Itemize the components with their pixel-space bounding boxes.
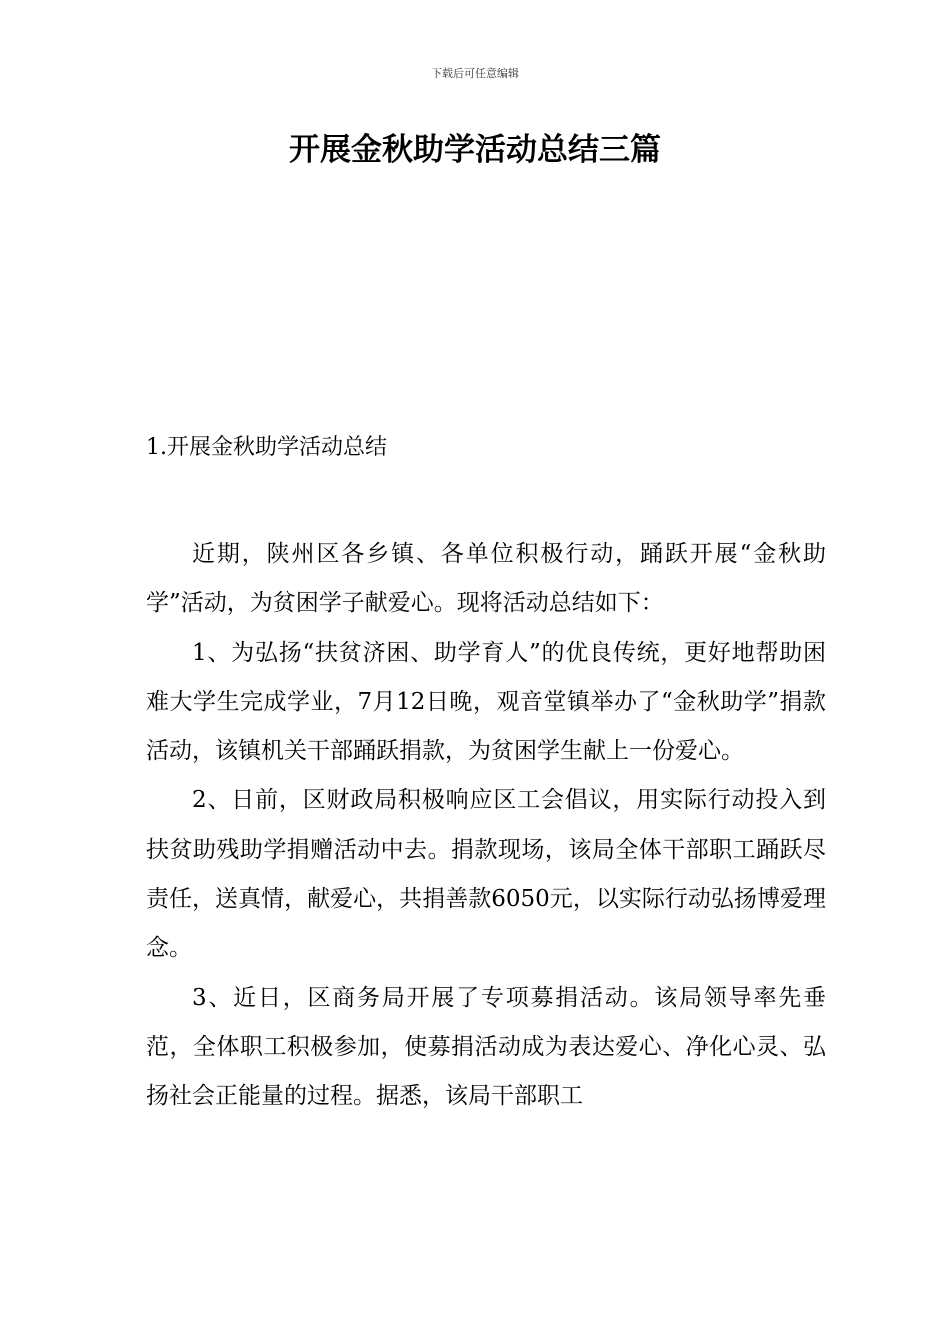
paragraph-item-1: 1、为弘扬“扶贫济困、助学育人”的优良传统，更好地帮助困难大学生完成学业，7月12日晚，观音堂镇举办了“金秋助学”捐款活动，该镇机关干部踊跃捐款，为贫困学生献上一份爱心。 — [146, 639, 826, 765]
document-title: 开展金秋助学活动总结三篇 — [289, 132, 661, 168]
document-body — [146, 530, 826, 1122]
paragraph-item-3: 3、近日，区商务局开展了专项募捐活动。该局领导率先垂范，全体职工积极参加，使募捐活动成为表达爱心、净化心灵、弘扬社会正能量的过程。据悉，该局干部职工 — [146, 984, 826, 1110]
paragraph-intro: 近期，陕州区各乡镇、各单位积极行动，踊跃开展“金秋助学”活动，为贫困学子献爱心。现将活动总结如下： — [146, 541, 826, 617]
section-heading: 1.开展金秋助学活动总结 — [146, 435, 387, 460]
paragraph-item-2: 2、日前，区财政局积极响应区工会倡议，用实际行动投入到扶贫助残助学捐赠活动中去。捐款现场，该局全体干部职工踊跃尽责任，送真情，献爱心，共捐善款6050元，以实际行动弘扬博爱理念。 — [146, 787, 826, 962]
page-header-note: 下载后可任意编辑 — [431, 67, 519, 80]
